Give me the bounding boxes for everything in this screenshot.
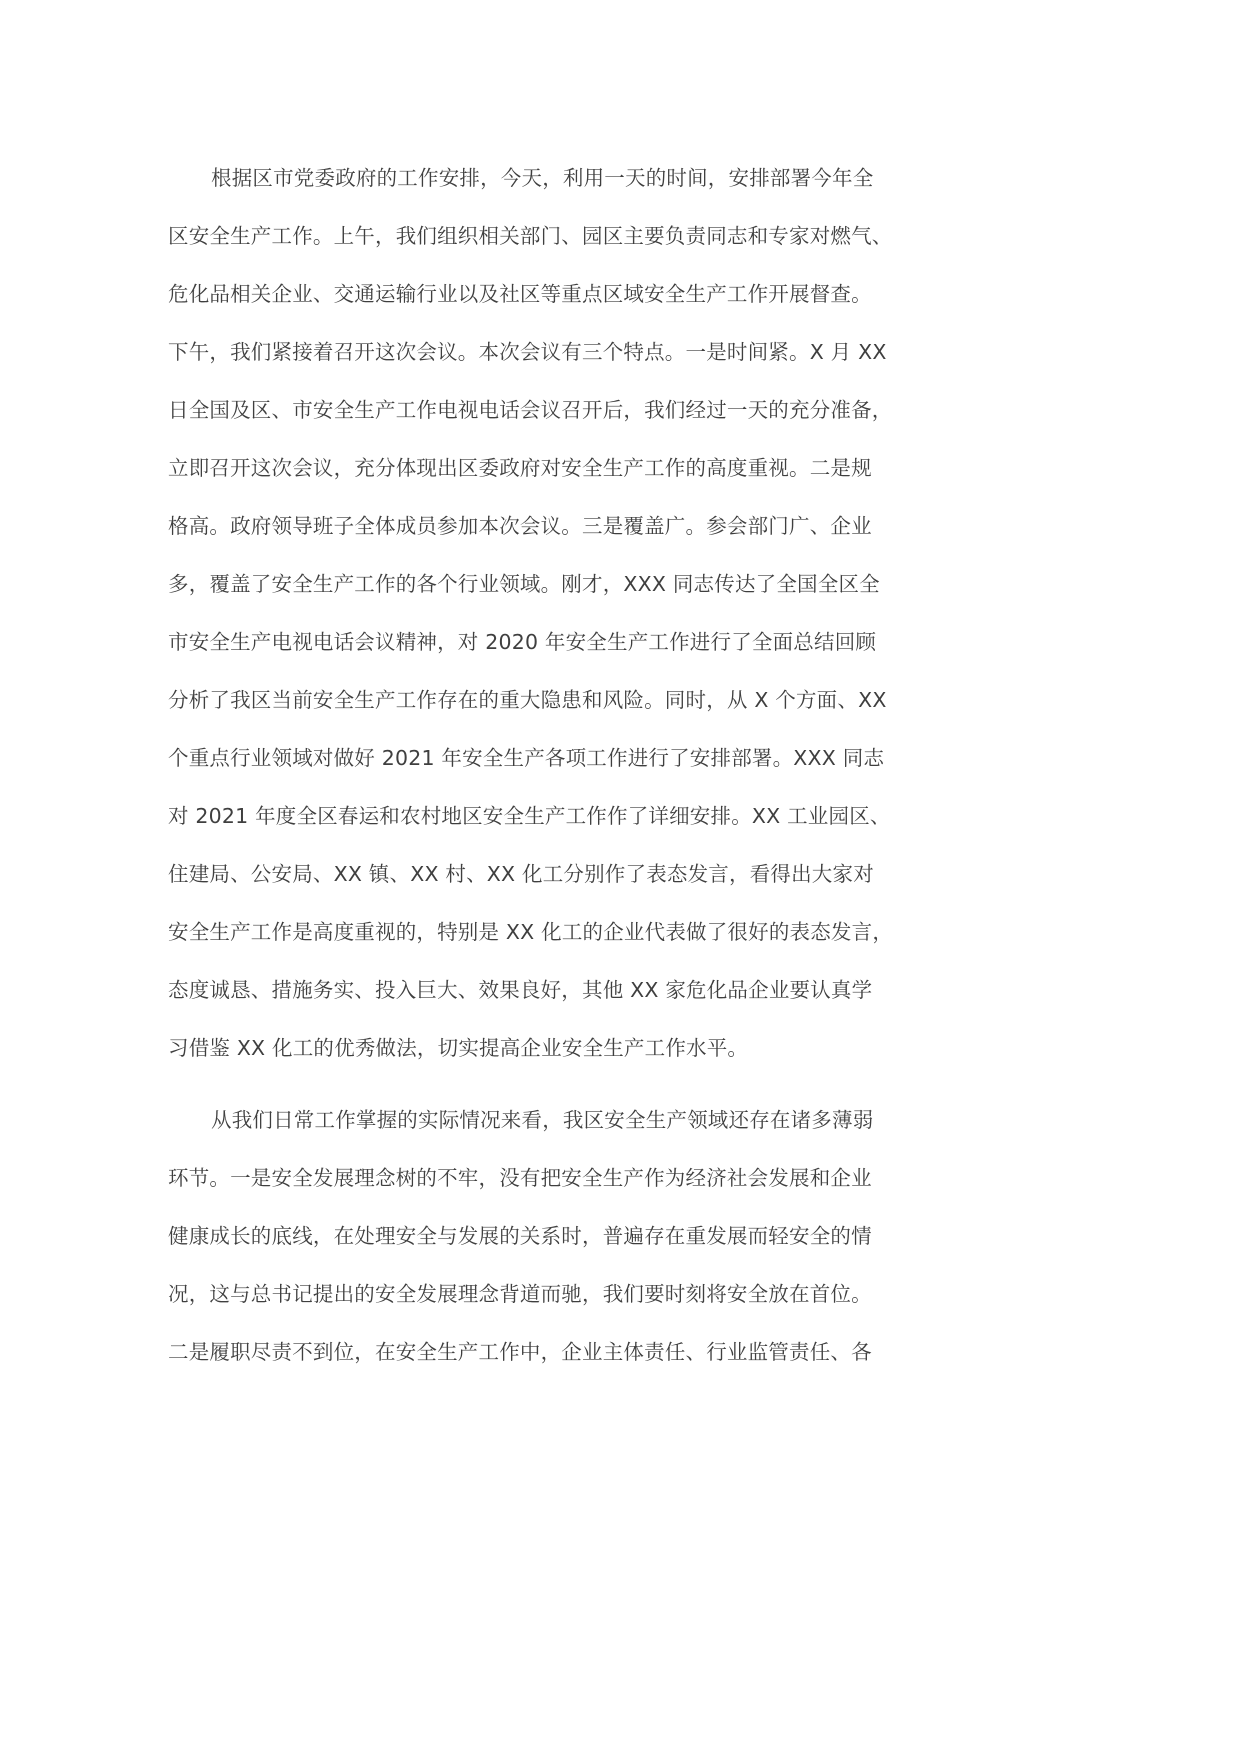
text-line: 环节。一是安全发展理念树的不牢，没有把安全生产作为经济社会发展和企业 (168, 1166, 872, 1190)
text-line: 多，覆盖了安全生产工作的各个行业领域。刚才，XXX 同志传达了全国全区全 (168, 572, 880, 596)
text-line: 个重点行业领域对做好 2021 年安全生产各项工作进行了安排部署。XXX 同志 (168, 746, 885, 770)
text-line: 对 2021 年度全区春运和农村地区安全生产工作作了详细安排。XX 工业园区、 (168, 804, 891, 828)
text-line: 下午，我们紧接着召开这次会议。本次会议有三个特点。一是时间紧。X 月 XX (168, 340, 887, 364)
text-line: 市安全生产电视电话会议精神，对 2020 年安全生产工作进行了全面总结回顾 (168, 630, 877, 654)
document-body (168, 158, 948, 1390)
text-line: 态度诚恳、措施务实、投入巨大、效果良好，其他 XX 家危化品企业要认真学 (168, 978, 873, 1002)
text-line: 安全生产工作是高度重视的，特别是 XX 化工的企业代表做了很好的表态发言， (168, 920, 894, 944)
text-line: 二是履职尽责不到位，在安全生产工作中，企业主体责任、行业监管责任、各 (168, 1340, 872, 1364)
paragraph-2 (168, 1100, 948, 1390)
text-line: 区安全生产工作。上午，我们组织相关部门、园区主要负责同志和专家对燃气、 (168, 224, 893, 248)
text-line: 况，这与总书记提出的安全发展理念背道而驰，我们要时刻将安全放在首位。 (168, 1282, 872, 1306)
text-line: 立即召开这次会议，充分体现出区委政府对安全生产工作的高度重视。二是规 (168, 456, 872, 480)
text-line: 日全国及区、市安全生产工作电视电话会议召开后，我们经过一天的充分准备， (168, 398, 893, 422)
paragraph-1 (168, 158, 948, 1086)
text-line: 危化品相关企业、交通运输行业以及社区等重点区域安全生产工作开展督查。 (168, 282, 872, 306)
text-line: 分析了我区当前安全生产工作存在的重大隐患和风险。同时，从 X 个方面、XX (168, 688, 887, 712)
text-line: 从我们日常工作掌握的实际情况来看，我区安全生产领域还存在诸多薄弱 (211, 1108, 874, 1132)
text-line: 健康成长的底线，在处理安全与发展的关系时，普遍存在重发展而轻安全的情 (168, 1224, 872, 1248)
text-line: 住建局、公安局、XX 镇、XX 村、XX 化工分别作了表态发言，看得出大家对 (168, 862, 874, 886)
text-line: 格高。政府领导班子全体成员参加本次会议。三是覆盖广。参会部门广、企业 (168, 514, 872, 538)
text-line: 根据区市党委政府的工作安排，今天，利用一天的时间，安排部署今年全 (211, 166, 874, 190)
text-line: 习借鉴 XX 化工的优秀做法，切实提高企业安全生产工作水平。 (168, 1036, 749, 1060)
